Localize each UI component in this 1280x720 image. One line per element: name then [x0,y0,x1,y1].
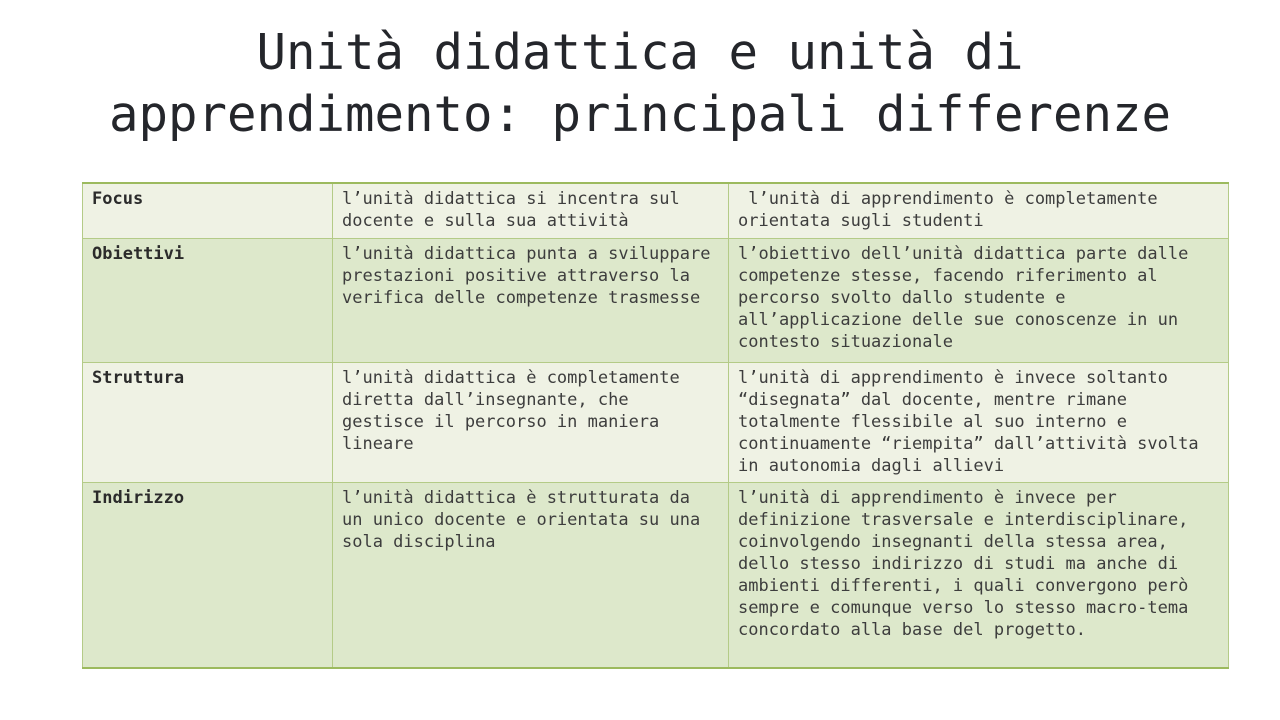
unita-didattica-cell: l’unità didattica si incentra sul docente e sulla sua attività [333,183,729,238]
row-label-cell: Indirizzo [83,482,333,668]
row-label-cell: Focus [83,183,333,238]
slide-title [60,22,1220,146]
table-row-struttura [83,362,1229,482]
unita-apprendimento-cell: l’unità di apprendimento è invece per definizione trasversale e interdisciplinare, coinvolgendo insegnanti della stessa area, dello stesso indirizzo di studi ma anche di ambienti differenti, i quali convergono però sempre e comunque verso lo stesso macro-tema concordato alla base del progetto. [729,482,1229,668]
differences-table [82,182,1229,669]
table-row-indirizzo [83,482,1229,668]
slide-title-line-2: apprendimento: principali differenze [108,86,1172,143]
unita-apprendimento-cell: l’obiettivo dell’unità didattica parte dalle competenze stesse, facendo riferimento al percorso svolto dallo studente e all’applicazione delle sue conoscenze in un contesto situazionale [729,238,1229,362]
unita-apprendimento-cell: l’unità di apprendimento è completamente orientata sugli studenti [729,183,1229,238]
unita-didattica-cell: l’unità didattica punta a sviluppare prestazioni positive attraverso la verifica delle competenze trasmesse [333,238,729,362]
table-row-focus [83,183,1229,238]
table-row-obiettivi [83,238,1229,362]
row-label-cell: Struttura [83,362,333,482]
unita-didattica-cell: l’unità didattica è completamente diretta dall’insegnante, che gestisce il percorso in maniera lineare [333,362,729,482]
unita-didattica-cell: l’unità didattica è strutturata da un unico docente e orientata su una sola disciplina [333,482,729,668]
row-label-cell: Obiettivi [83,238,333,362]
slide-title-line-1: Unità didattica e unità di [256,24,1024,81]
unita-apprendimento-cell: l’unità di apprendimento è invece soltanto “disegnata” dal docente, mentre rimane totalmente flessibile al suo interno e continuamente “riempita” dall’attività svolta in autonomia dagli allievi [729,362,1229,482]
